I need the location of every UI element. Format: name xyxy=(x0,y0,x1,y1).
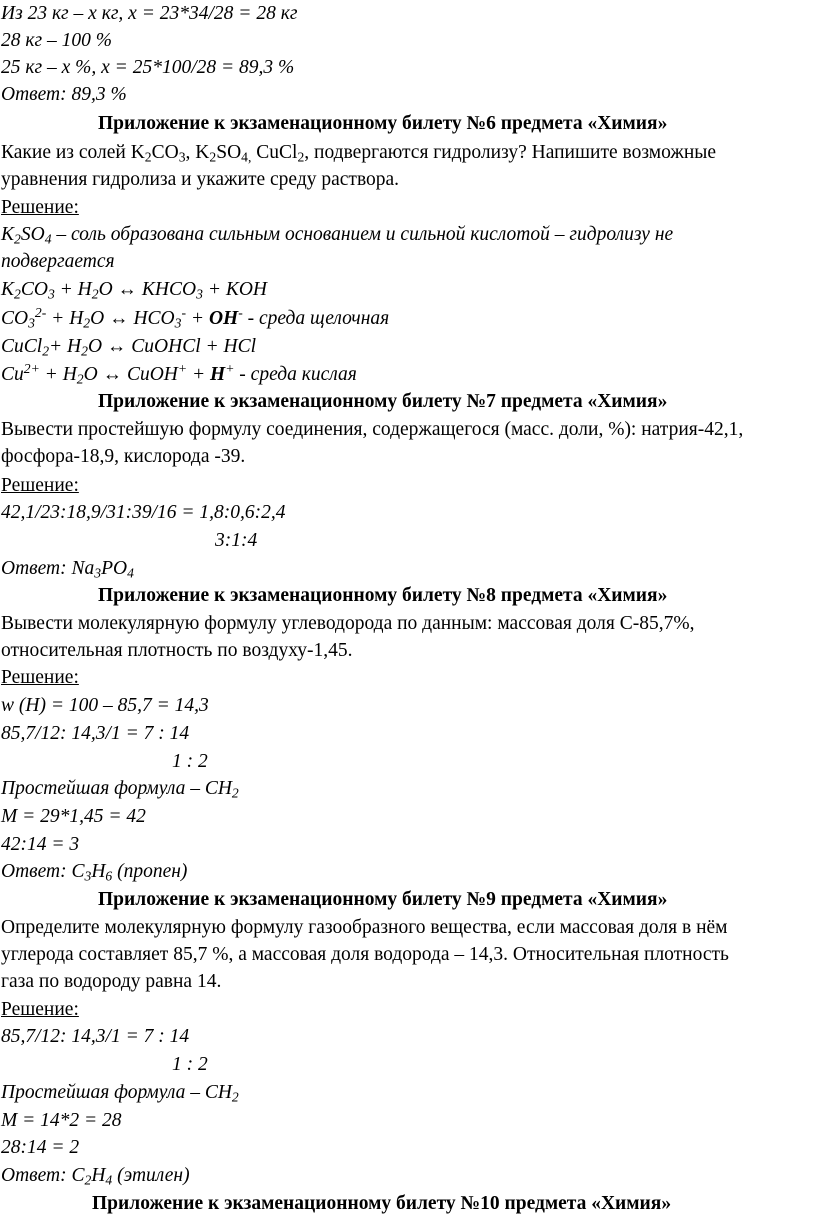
ticket8-solution-line-6: 42:14 = 3 xyxy=(1,834,80,855)
ticket9-question-line-1: Определите молекулярную формулу газообразного вещества, если массовая доля в нём xyxy=(1,917,728,938)
ticket9-solution-label: Решение: xyxy=(1,999,79,1020)
ticket9-answer: Ответ: $C_2H_4$ (этилен) xyxy=(1,1165,190,1188)
ticket6-equation-1: $K_2CO_3 + H_2O$ ↔ $KHCO_3$ + KOH xyxy=(1,279,268,302)
ticket9-solution-line-5: 28:14 = 2 xyxy=(1,1137,80,1158)
ticket9-solution-line-3: Простейшая формула – $CH_2$ xyxy=(1,1082,239,1105)
ticket8-solution-line-1: w (H) = 100 – 85,7 = 14,3 xyxy=(1,695,209,716)
ticket6-solution-line-1: $K_2SO_4$ – соль образована сильным основанием и сильной кислотой – гидролизу не xyxy=(1,224,674,247)
prev-line-1: Из 23 кг – х кг, х = 23*34/28 = 28 кг xyxy=(1,3,298,24)
prev-line-2: 28 кг – 100 % xyxy=(1,30,112,51)
ticket9-solution-line-1: 85,7/12: 14,3/1 = 7 : 14 xyxy=(1,1026,190,1047)
ticket7-solution-line-1: 42,1/23:18,9/31:39/16 = 1,8:0,6:2,4 xyxy=(1,502,286,523)
ticket6-equation-2: $CO_3^{2-} + H_2O$ ↔ $HCO_3^- + OH^-$ - среда щелочная xyxy=(1,305,390,331)
ticket6-equation-4: $Cu^{2+} + H_2O$ ↔ CuOH+ + H+ - среда кислая xyxy=(1,361,357,387)
ticket9-question-line-3: газа по водороду равна 14. xyxy=(1,971,222,992)
ticket6-heading: Приложение к экзаменационному билету №6 предмета «Химия» xyxy=(98,113,668,134)
ticket7-heading: Приложение к экзаменационному билету №7 предмета «Химия» xyxy=(98,391,668,412)
ticket9-heading: Приложение к экзаменационному билету №9 предмета «Химия» xyxy=(98,889,668,910)
ticket7-answer: Ответ: $Na_3PO_4$ xyxy=(1,558,134,581)
ticket7-question-line-2: фосфора-18,9, кислорода -39. xyxy=(1,446,246,467)
ticket6-solution-label: Решение: xyxy=(1,197,79,218)
ticket9-solution-line-4: M = 14*2 = 28 xyxy=(1,1110,122,1131)
ticket8-solution-line-2: 85,7/12: 14,3/1 = 7 : 14 xyxy=(1,723,190,744)
ticket6-solution-line-2: подвергается xyxy=(1,251,115,272)
ticket8-solution-line-4: Простейшая формула – $CH_2$ xyxy=(1,778,239,801)
ticket7-solution-line-2: 3:1:4 xyxy=(215,530,258,551)
ticket8-answer: Ответ: $C_3H_6$ (пропен) xyxy=(1,861,188,884)
ticket8-question-line-1: Вывести молекулярную формулу углеводорода по данным: массовая доля С-85,7%, xyxy=(1,613,695,634)
ticket9-question-line-2: углерода составляет 85,7 %, а массовая доля водорода – 14,3. Относительная плотность xyxy=(1,944,729,965)
ticket6-question-line-2: уравнения гидролиза и укажите среду раствора. xyxy=(1,169,400,190)
ticket8-question-line-2: относительная плотность по воздуху-1,45. xyxy=(1,640,353,661)
ticket7-question-line-1: Вывести простейшую формулу соединения, содержащегося (масс. доли, %): натрия-42,1, xyxy=(1,419,744,440)
ticket6-equation-3: CuCl$_2$+ $H_2O$ ↔ CuOHCl + HCl xyxy=(1,336,257,359)
ticket8-solution-line-3: 1 : 2 xyxy=(172,751,208,772)
ticket6-question-line-1: Какие из солей $K_2CO_3$, $K_2SO_{4,}$ CuCl$_2$, подвергаются гидролизу? Напишите возможные xyxy=(1,142,717,165)
ticket8-heading: Приложение к экзаменационному билету №8 предмета «Химия» xyxy=(98,585,668,606)
ticket10-heading: Приложение к экзаменационному билету №10 предмета «Химия» xyxy=(92,1193,672,1214)
ticket8-solution-line-5: M = 29*1,45 = 42 xyxy=(1,806,146,827)
prev-line-3: 25 кг – х %, х = 25*100/28 = 89,3 % xyxy=(1,57,295,78)
prev-answer: Ответ: 89,3 % xyxy=(1,84,127,105)
ticket8-solution-label: Решение: xyxy=(1,667,79,688)
ticket7-solution-label: Решение: xyxy=(1,475,79,496)
ticket9-solution-line-2: 1 : 2 xyxy=(172,1054,208,1075)
